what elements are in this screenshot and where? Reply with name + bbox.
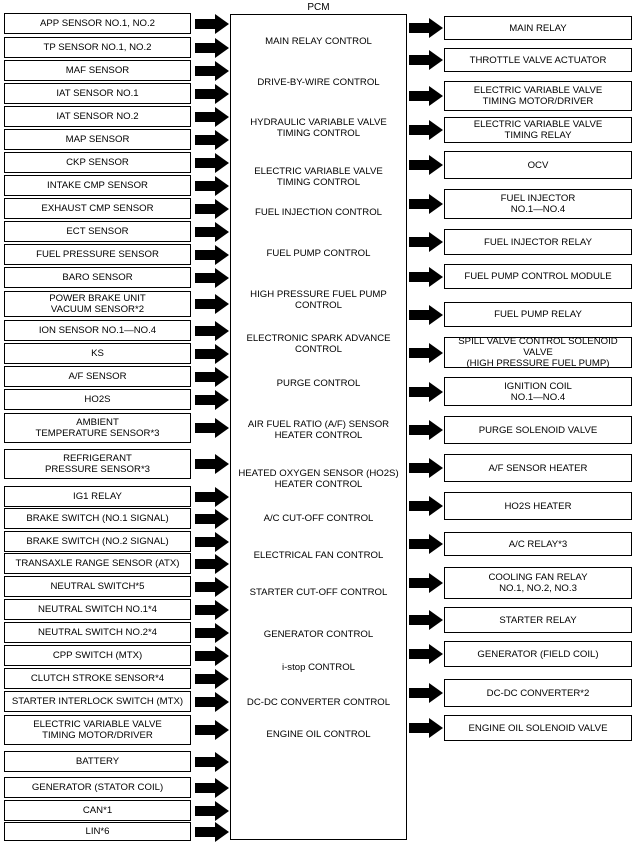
flow-arrow-icon xyxy=(195,199,229,219)
input-box: BRAKE SWITCH (NO.1 SIGNAL) xyxy=(4,508,191,529)
input-box: CAN*1 xyxy=(4,800,191,821)
output-box: GENERATOR (FIELD COIL) xyxy=(444,641,632,667)
flow-arrow-icon xyxy=(409,382,443,402)
input-box: BARO SENSOR xyxy=(4,267,191,288)
output-box: FUEL INJECTOR RELAY xyxy=(444,229,632,255)
flow-arrow-icon xyxy=(195,600,229,620)
input-box: STARTER INTERLOCK SWITCH (MTX) xyxy=(4,691,191,712)
pcm-function-label: HYDRAULIC VARIABLE VALVE TIMING CONTROL xyxy=(250,117,387,139)
flow-arrow-icon xyxy=(195,153,229,173)
pcm-function-label: ELECTRIC VARIABLE VALVE TIMING CONTROL xyxy=(254,166,383,188)
input-box: REFRIGERANT PRESSURE SENSOR*3 xyxy=(4,449,191,479)
input-box: A/F SENSOR xyxy=(4,366,191,387)
input-box: IG1 RELAY xyxy=(4,486,191,507)
flow-arrow-icon xyxy=(195,176,229,196)
pcm-function-label: ENGINE OIL CONTROL xyxy=(266,728,371,740)
flow-arrow-icon xyxy=(195,822,229,842)
input-box: APP SENSOR NO.1, NO.2 xyxy=(4,13,191,34)
output-box: ELECTRIC VARIABLE VALVE TIMING MOTOR/DRIVER xyxy=(444,81,632,111)
output-box: ELECTRIC VARIABLE VALVE TIMING RELAY xyxy=(444,117,632,143)
flow-arrow-icon xyxy=(195,623,229,643)
pcm-function-label: GENERATOR CONTROL xyxy=(263,628,374,640)
input-box: TRANSAXLE RANGE SENSOR (ATX) xyxy=(4,553,191,574)
output-box: FUEL INJECTOR NO.1—NO.4 xyxy=(444,189,632,219)
flow-arrow-icon xyxy=(195,509,229,529)
input-box: INTAKE CMP SENSOR xyxy=(4,175,191,196)
flow-arrow-icon xyxy=(409,420,443,440)
output-box: HO2S HEATER xyxy=(444,492,632,520)
output-box: STARTER RELAY xyxy=(444,607,632,633)
pcm-function-label: STARTER CUT-OFF CONTROL xyxy=(249,586,388,598)
flow-arrow-icon xyxy=(195,321,229,341)
flow-arrow-icon xyxy=(409,18,443,38)
flow-arrow-icon xyxy=(195,669,229,689)
pcm-function-label: MAIN RELAY CONTROL xyxy=(265,35,372,47)
output-box: A/C RELAY*3 xyxy=(444,532,632,556)
flow-arrow-icon xyxy=(409,458,443,478)
input-box: NEUTRAL SWITCH*5 xyxy=(4,576,191,597)
flow-arrow-icon xyxy=(195,14,229,34)
flow-arrow-icon xyxy=(195,294,229,314)
flow-arrow-icon xyxy=(409,683,443,703)
flow-arrow-icon xyxy=(409,343,443,363)
input-box: BRAKE SWITCH (NO.2 SIGNAL) xyxy=(4,531,191,552)
flow-arrow-icon xyxy=(409,610,443,630)
input-box: BATTERY xyxy=(4,751,191,772)
flow-arrow-icon xyxy=(409,573,443,593)
output-box: FUEL PUMP RELAY xyxy=(444,302,632,327)
input-box: NEUTRAL SWITCH NO.2*4 xyxy=(4,622,191,643)
input-box: HO2S xyxy=(4,389,191,410)
flow-arrow-icon xyxy=(195,418,229,438)
flow-arrow-icon xyxy=(195,752,229,772)
flow-arrow-icon xyxy=(195,532,229,552)
pcm-function-label: FUEL INJECTION CONTROL xyxy=(254,206,383,218)
flow-arrow-icon xyxy=(409,267,443,287)
input-box: GENERATOR (STATOR COIL) xyxy=(4,777,191,798)
flow-arrow-icon xyxy=(195,778,229,798)
pcm-function-label: DRIVE-BY-WIRE CONTROL xyxy=(257,76,380,88)
flow-arrow-icon xyxy=(195,61,229,81)
flow-arrow-icon xyxy=(195,487,229,507)
flow-arrow-icon xyxy=(195,84,229,104)
input-box: NEUTRAL SWITCH NO.1*4 xyxy=(4,599,191,620)
output-box: FUEL PUMP CONTROL MODULE xyxy=(444,264,632,289)
output-box: COOLING FAN RELAY NO.1, NO.2, NO.3 xyxy=(444,567,632,599)
flow-arrow-icon xyxy=(409,155,443,175)
flow-arrow-icon xyxy=(195,390,229,410)
flow-arrow-icon xyxy=(195,554,229,574)
input-box: ELECTRIC VARIABLE VALVE TIMING MOTOR/DRIVER xyxy=(4,715,191,745)
flow-arrow-icon xyxy=(409,194,443,214)
input-box: CPP SWITCH (MTX) xyxy=(4,645,191,666)
input-box: EXHAUST CMP SENSOR xyxy=(4,198,191,219)
flow-arrow-icon xyxy=(409,718,443,738)
flow-arrow-icon xyxy=(195,692,229,712)
flow-arrow-icon xyxy=(195,344,229,364)
flow-arrow-icon xyxy=(409,232,443,252)
flow-arrow-icon xyxy=(195,367,229,387)
flow-arrow-icon xyxy=(195,577,229,597)
input-box: IAT SENSOR NO.1 xyxy=(4,83,191,104)
output-box: DC-DC CONVERTER*2 xyxy=(444,679,632,707)
pcm-function-label: A/C CUT-OFF CONTROL xyxy=(263,512,374,524)
flow-arrow-icon xyxy=(195,245,229,265)
flow-arrow-icon xyxy=(195,130,229,150)
output-box: SPILL VALVE CONTROL SOLENOID VALVE (HIGH PRESSURE FUEL PUMP) xyxy=(444,337,632,368)
flow-arrow-icon xyxy=(409,50,443,70)
pcm-function-label: ELECTRICAL FAN CONTROL xyxy=(253,549,384,561)
output-box: MAIN RELAY xyxy=(444,16,632,40)
input-box: MAP SENSOR xyxy=(4,129,191,150)
pcm-function-label: AIR FUEL RATIO (A/F) SENSOR HEATER CONTROL xyxy=(247,419,390,441)
flow-arrow-icon xyxy=(409,86,443,106)
input-box: CLUTCH STROKE SENSOR*4 xyxy=(4,668,191,689)
pcm-function-label: DC-DC CONVERTER CONTROL xyxy=(246,696,391,708)
input-box: AMBIENT TEMPERATURE SENSOR*3 xyxy=(4,413,191,443)
input-box: TP SENSOR NO.1, NO.2 xyxy=(4,37,191,58)
output-box: OCV xyxy=(444,151,632,179)
input-box: IAT SENSOR NO.2 xyxy=(4,106,191,127)
flow-arrow-icon xyxy=(195,222,229,242)
pcm-function-label: ELECTRONIC SPARK ADVANCE CONTROL xyxy=(246,333,391,355)
pcm-title: PCM xyxy=(307,2,330,13)
output-box: PURGE SOLENOID VALVE xyxy=(444,416,632,444)
output-box: THROTTLE VALVE ACTUATOR xyxy=(444,48,632,72)
flow-arrow-icon xyxy=(195,454,229,474)
flow-arrow-icon xyxy=(409,305,443,325)
pcm-function-label: i-stop CONTROL xyxy=(281,661,356,673)
flow-arrow-icon xyxy=(409,534,443,554)
flow-arrow-icon xyxy=(195,268,229,288)
input-box: ION SENSOR NO.1—NO.4 xyxy=(4,320,191,341)
pcm-function-label: HEATED OXYGEN SENSOR (HO2S) HEATER CONTROL xyxy=(238,468,399,490)
pcm-function-label: HIGH PRESSURE FUEL PUMP CONTROL xyxy=(250,289,387,311)
output-box: IGNITION COIL NO.1—NO.4 xyxy=(444,377,632,406)
flow-arrow-icon xyxy=(195,720,229,740)
flow-arrow-icon xyxy=(409,120,443,140)
input-box: FUEL PRESSURE SENSOR xyxy=(4,244,191,265)
pcm-function-label: PURGE CONTROL xyxy=(276,377,361,389)
flow-arrow-icon xyxy=(409,644,443,664)
input-box: MAF SENSOR xyxy=(4,60,191,81)
pcm-function-label: FUEL PUMP CONTROL xyxy=(266,247,371,259)
flow-arrow-icon xyxy=(195,38,229,58)
input-box: KS xyxy=(4,343,191,364)
output-box: ENGINE OIL SOLENOID VALVE xyxy=(444,715,632,741)
input-box: ECT SENSOR xyxy=(4,221,191,242)
flow-arrow-icon xyxy=(409,496,443,516)
input-box: CKP SENSOR xyxy=(4,152,191,173)
input-box: POWER BRAKE UNIT VACUUM SENSOR*2 xyxy=(4,291,191,317)
flow-arrow-icon xyxy=(195,107,229,127)
input-box: LIN*6 xyxy=(4,822,191,841)
output-box: A/F SENSOR HEATER xyxy=(444,454,632,482)
flow-arrow-icon xyxy=(195,646,229,666)
flow-arrow-icon xyxy=(195,801,229,821)
